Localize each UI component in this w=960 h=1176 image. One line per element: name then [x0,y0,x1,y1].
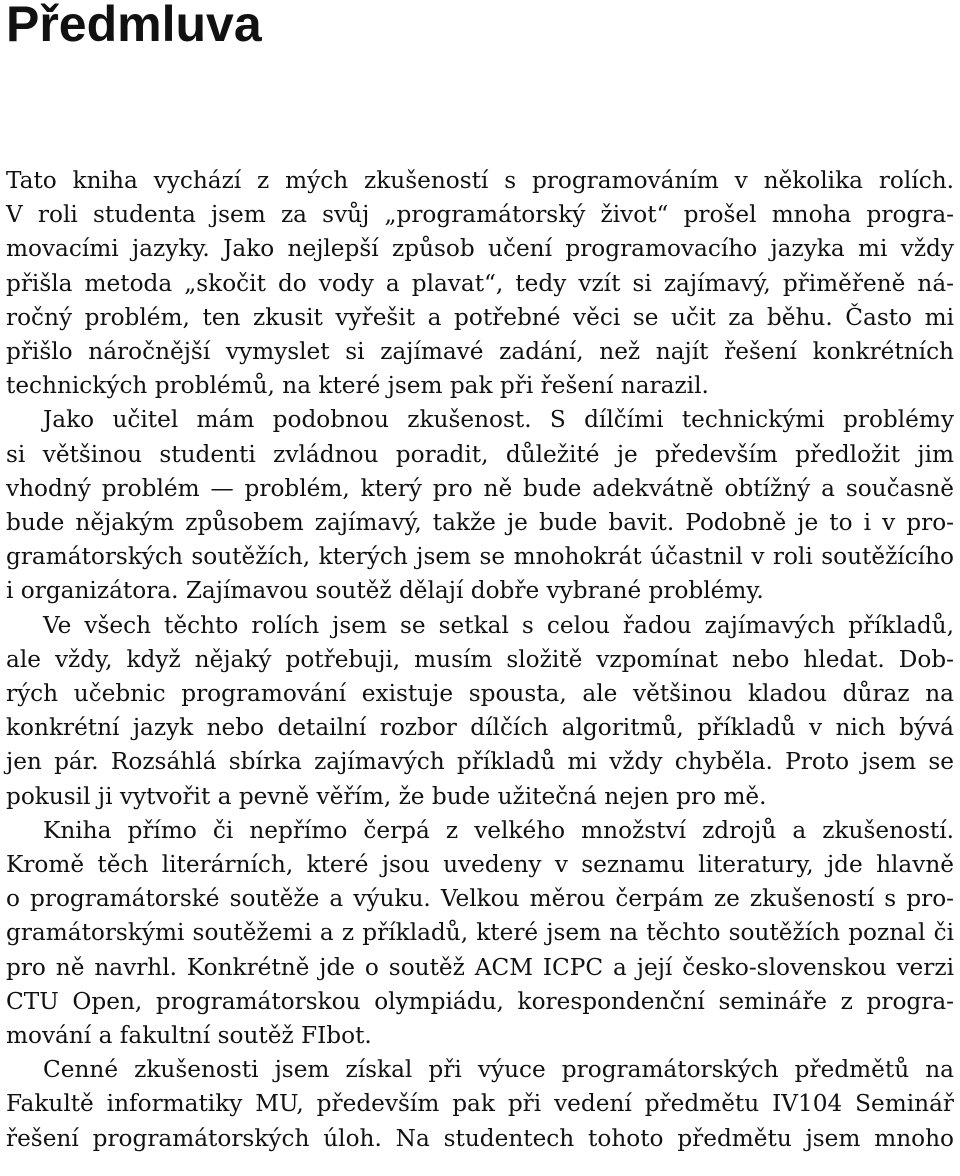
text-line: Kromě těch literárních, které jsou uvedeny v seznamu literatury, jde hlavně [6,851,954,879]
text-line: gramátorskými soutěžemi a z příkladů, které jsem na těchto soutěžích poznal či [6,919,954,947]
text-line: i organizátora. Zajímavou soutěž dělají dobře vybrané problémy. [6,577,764,605]
text-line: bude nějakým způsobem zajímavý, takže je bude bavit. Podobně je to i v pro- [6,509,954,537]
text-line: pokusil ji vytvořit a pevně věřím, že bude užitečná nejen pro mě. [6,782,767,810]
text-line: Ve všech těchto rolích jsem se setkal s celou řadou zajímavých příkladů, [43,611,954,639]
text-line: ale vždy, když nějaký potřebuji, musím složitě vzpomínat nebo hledat. Dob- [6,645,954,673]
text-line: o programátorské soutěže a výuku. Velkou měrou čerpám ze zkušeností s pro- [6,885,954,913]
body-text [6,164,954,1156]
text-line: Tato kniha vychází z mých zkušeností s programováním v několika rolích. [6,167,954,194]
text-line: vhodný problém — problém, který pro ně bude adekvátně obtížný a současně [6,474,954,502]
text-line: gramátorských soutěžích, kterých jsem se mnohokrát účastnil v roli soutěžícího [6,543,954,571]
text-line: movacími jazyky. Jako nejlepší způsob učení programovacího jazyka mi vždy [6,235,954,263]
text-line: přišla metoda „skočit do vody a plavat“, tedy vzít si zajímavý, přiměřeně ná- [6,269,954,297]
text-line: CTU Open, programátorskou olympiádu, korespondenční semináře z progra- [6,987,954,1015]
text-line: konkrétní jazyk nebo detailní rozbor dílčích algoritmů, příkladů v nich bývá [6,714,954,742]
text-line: V roli studenta jsem za svůj „programátorský život“ prošel mnoha progra- [6,201,954,229]
text-line: Fakultě informatiky MU, především pak při vedení předmětu IV104 Seminář [6,1090,954,1118]
text-line: rých učebnic programování existuje spousta, ale většinou kladou důraz na [6,680,954,708]
text-line: jen pár. Rozsáhlá sbírka zajímavých příkladů mi vždy chyběla. Proto jsem se [6,748,954,776]
text-line: Kniha přímo či nepřímo čerpá z velkého množství zdrojů a zkušeností. [43,816,954,844]
text-line: pro ně navrhl. Konkrétně jde o soutěž ACM ICPC a její česko-slovenskou verzi [6,953,954,981]
text-line: řešení programátorských úloh. Na studentech tohoto předmětu jsem mnoho [6,1124,954,1152]
text-line: technických problémů, na které jsem pak při řešení narazil. [6,372,709,400]
page-title: Předmluva [6,0,262,52]
text-line: si většinou studenti zvládnou poradit, důležité je především předložit jim [6,440,954,468]
text-line: přišlo náročnější vymyslet si zajímavé zadání, než najít řešení konkrétních [6,338,954,366]
text-line: mování a fakultní soutěž FIbot. [6,1022,372,1050]
text-line: ročný problém, ten zkusit vyřešit a potřebné věci se učit za běhu. Často mi [6,303,954,331]
text-line: Jako učitel mám podobnou zkušenost. S dílčími technickými problémy [43,406,954,434]
text-line: Cenné zkušenosti jsem získal při výuce programátorských předmětů na [43,1056,954,1084]
